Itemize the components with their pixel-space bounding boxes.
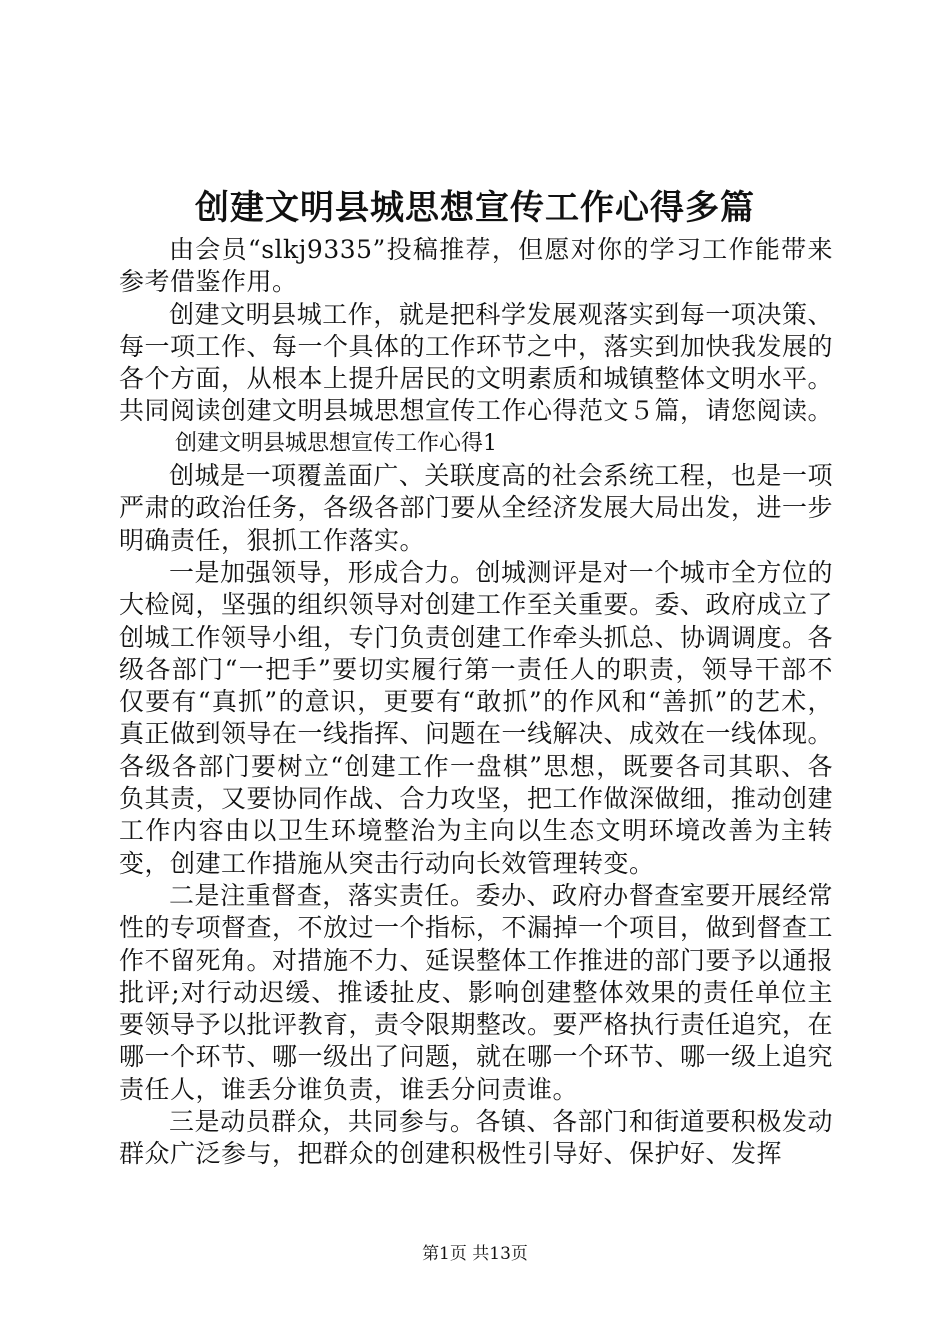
body-paragraph: 一是加强领导，形成合力。创城测评是对一个城市全方位的大检阅，坚强的组织领导对创建工作至关重要。委、政府成立了创城工作领导小组，专门负责创建工作牵头抓总、协调调度。各级各部门“一把手”要切实履行第一责任人的职责，领导干部不仅要有“真抓”的意识，更要有“敢抓”的作风和“善抓”的艺术，真正做到领导在一线指挥、问题在一线解决、成效在一线体现。各级各部门要树立“创建工作一盘棋”思想，既要各司其职、各负其责，又要协同作战、合力攻坚，把工作做深做细，推动创建工作内容由以卫生环境整治为主向以生态文明环境改善为主转变，创建工作措施从突击行动向长效管理转变。 bbox=[119, 557, 834, 878]
body-paragraph: 三是动员群众，共同参与。各镇、各部门和街道要积极发动群众广泛参与，把群众的创建积极性引导好、保护好、发挥 bbox=[119, 1107, 833, 1169]
section-heading: 创建文明县城思想宣传工作心得1 bbox=[175, 430, 497, 456]
body-paragraph: 创城是一项覆盖面广、关联度高的社会系统工程，也是一项严肃的政治任务，各级各部门要从全经济发展大局出发，进一步明确责任，狠抓工作落实。 bbox=[119, 461, 834, 555]
page-footer: 第1页 共13页 bbox=[422, 1244, 528, 1264]
document-title: 创建文明县城思想宣传工作心得多篇 bbox=[195, 188, 755, 228]
intro-paragraph: 由会员“slkj9335”投稿推荐，但愿对你的学习工作能带来参考借鉴作用。 bbox=[119, 235, 833, 297]
body-paragraph: 二是注重督查，落实责任。委办、政府办督查室要开展经常性的专项督查，不放过一个指标，不漏掉一个项目，做到督查工作不留死角。对措施不力、延误整体工作推进的部门要予以通报批评;对行动迟缓、推诿扯皮、影响创建整体效果的责任单位主要领导予以批评教育，责令限期整改。要严格执行责任追究，在哪一个环节、哪一级出了问题，就在哪一个环节、哪一级上追究责任人，谁丢分谁负责，谁丢分问责谁。 bbox=[119, 880, 834, 1104]
intro-paragraph: 创建文明县城工作，就是把科学发展观落实到每一项决策、每一项工作、每一个具体的工作环节之中，落实到加快我发展的各个方面，从根本上提升居民的文明素质和城镇整体文明水平。共同阅读创建文明县城思想宣传工作心得范文５篇，请您阅读。 bbox=[119, 299, 834, 426]
document-body bbox=[119, 234, 833, 1171]
